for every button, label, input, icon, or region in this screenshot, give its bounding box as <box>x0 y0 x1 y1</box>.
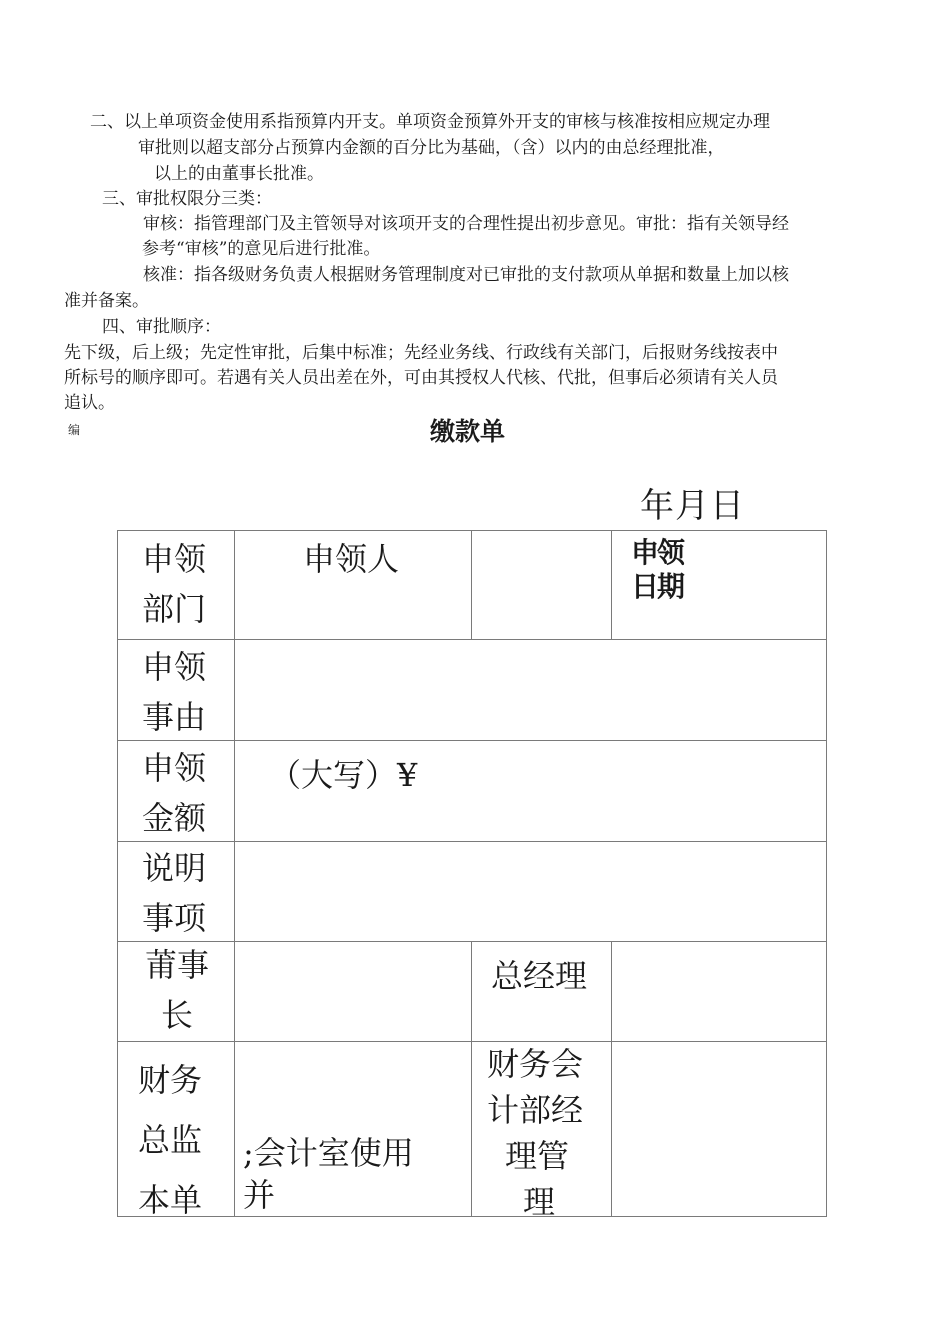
finance-manager-label: 财务会 计部经 理管 理 <box>487 1045 584 1216</box>
instruction-line: 三、审批权限分三类： <box>102 189 272 209</box>
cfo-label: 财务 总监 本单 <box>138 1061 203 1216</box>
form-date-label: 年月日 <box>640 486 745 526</box>
instruction-line: 先下级，后上级；先定性审批，后集中标准；先经业务线、行政线有关部门，后报财务线按表中 <box>64 343 778 363</box>
instruction-line: 审核：指管理部门及主管领导对该项开支的合理性提出初步意见。审批：指有关领导经 <box>143 214 789 234</box>
amount-hint: （大写）¥ <box>269 756 418 794</box>
instruction-line: 四、审批顺序： <box>102 317 221 337</box>
instruction-line: 参考“审核”的意见后进行批准。 <box>142 239 381 259</box>
applicant-label: 申领人 <box>303 540 400 578</box>
gm-label: 总经理 <box>491 957 588 995</box>
department-label: 申领 部门 <box>142 540 207 628</box>
apply-date-label: 申领 日期 <box>631 536 684 603</box>
reason-label: 申领 事由 <box>142 648 207 736</box>
instruction-line: 所标号的顺序即可。若遇有关人员出差在外，可由其授权人代核、代批，但事后必须请有关人员 <box>64 368 778 388</box>
amount-label: 申领 金额 <box>142 749 207 837</box>
instruction-line: 核准：指各级财务负责人根据财务管理制度对已审批的支付款项从单据和数量上加以核 <box>143 265 789 285</box>
form-title: 缴款单 <box>430 417 506 446</box>
instruction-line: 二、以上单项资金使用系指预算内开支。单项资金预算外开支的审核与核准按相应规定办理 <box>90 112 770 132</box>
instruction-line: 准并备案。 <box>64 291 149 311</box>
instruction-line: 以上的由董事长批准。 <box>154 164 324 184</box>
notes-label: 说明 事项 <box>142 849 207 937</box>
payment-form-table <box>117 530 827 1217</box>
notes-input[interactable] <box>236 843 825 940</box>
chairman-label: 莆事 长 <box>144 946 209 1034</box>
accounting-note: ;会计室使用 并 <box>243 1134 414 1214</box>
instruction-line: 追认。 <box>64 393 115 413</box>
applicant-input[interactable] <box>473 531 610 639</box>
form-code-label: 编 <box>68 423 81 437</box>
reason-input[interactable] <box>236 641 825 739</box>
instruction-line: 审批则以超支部分占预算内金额的百分比为基础，（含）以内的由总经理批准， <box>138 138 725 158</box>
